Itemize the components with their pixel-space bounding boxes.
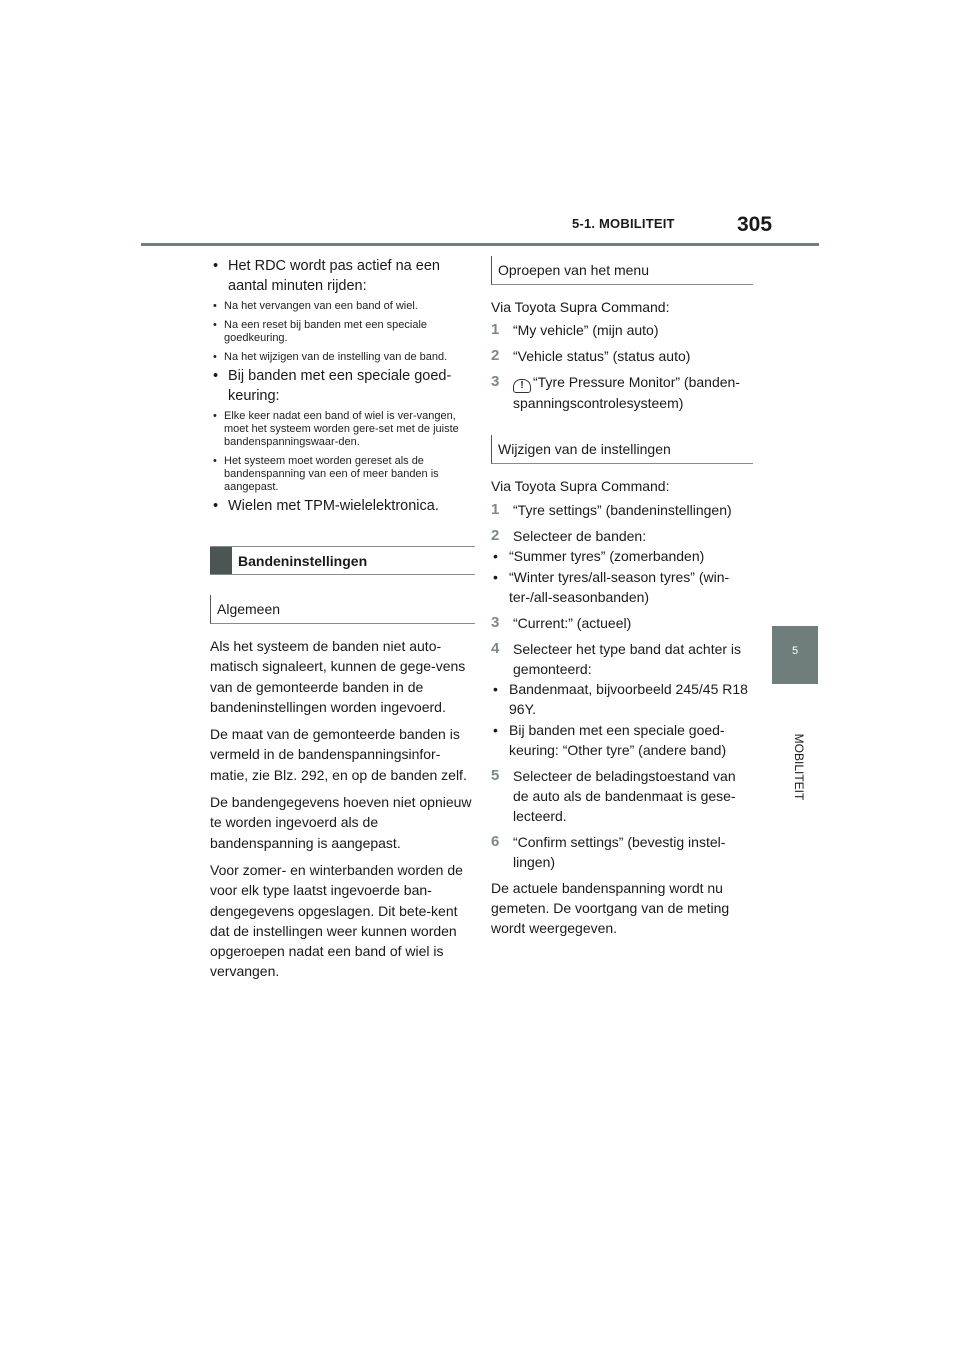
sub-bullet: • Na een reset bij banden met een speciale goedkeuring. (210, 319, 475, 345)
option-bullet: • Bij banden met een speciale goed-keuring: “Other tyre” (andere band) (491, 720, 753, 760)
section-heading: Bandeninstellingen (238, 552, 368, 569)
option-bullet: • Bandenmaat, bijvoorbeeld 245/45 R18 96Y. (491, 679, 753, 719)
sub-bullet: • Elke keer nadat een band of wiel is ver-vangen, moet het systeem worden gere-set met de juiste bandenspanningswaar-den. (210, 410, 475, 449)
header-rule (141, 243, 819, 246)
step-text: “Tyre settings” (bandeninstellingen) (513, 501, 732, 518)
step-number: 2 (491, 526, 500, 544)
step-number: 6 (491, 832, 500, 850)
subheading-box: Oproepen van het menu (491, 256, 753, 285)
step-text: Selecteer de banden: (513, 527, 647, 544)
step-number: 3 (491, 373, 500, 391)
intro-text: Via Toyota Supra Command: (491, 478, 670, 495)
step-text: “Tyre Pressure Monitor” (banden-spanningscontrolesysteem) (513, 374, 740, 412)
paragraph: De bandengegevens hoeven niet opnieuw te worden ingevoerd als de bandenspanning is aangepast. (210, 794, 472, 851)
step-text: Selecteer het type band dat achter is gemonteerd: (513, 640, 742, 677)
paragraph: Als het systeem de banden niet auto-matisch signaleert, kunnen de gege-vens van de gemonteerde banden in de bandeninstellingen worden ingevoerd. (210, 638, 466, 715)
step-text: “My vehicle” (mijn auto) (513, 322, 659, 339)
step (491, 500, 753, 520)
sub-bullet: • Na het wijzigen van de instelling van de band. (210, 351, 475, 364)
bullet-tpm-wheels: • Wielen met TPM-wielelektronica. (210, 496, 475, 516)
option-bullet: • “Summer tyres” (zomerbanden) (491, 546, 753, 566)
sub-bullet: • Het systeem moet worden gereset als de bandenspanning van een of meer banden is aangepast. (210, 455, 475, 494)
subheading-box: Algemeen (210, 595, 475, 624)
subheading-box: Wijzigen van de instellingen (491, 435, 753, 464)
step-text: “Confirm settings” (bevestig instel-lingen) (513, 833, 726, 870)
heading-marker (210, 547, 232, 574)
bullet-rdc-active: • Het RDC wordt pas actief na een aantal minuten rijden: (210, 256, 475, 296)
step-text: “Vehicle status” (status auto) (513, 348, 691, 365)
step-number: 4 (491, 639, 500, 657)
step (491, 320, 753, 340)
step-number: 2 (491, 347, 500, 365)
page-number: 305 (737, 213, 773, 236)
chapter-tab: 5 (772, 626, 818, 684)
paragraph: Voor zomer- en winterbanden worden de voor elk type laatst ingevoerde ban-dengegevens opgeslagen. Dit bete-kent dat de instellingen weer kunnen worden opgeroepen nadat een band of wiel is vervangen. (210, 861, 463, 980)
step-text: “Current:” (actueel) (513, 614, 632, 631)
intro-text: Via Toyota Supra Command: (491, 299, 670, 315)
step (491, 639, 753, 679)
section-heading-box (210, 546, 475, 575)
bullet-special-tyres: • Bij banden met een speciale goed-keuring: (210, 366, 475, 406)
chapter-side-label: MOBILITEIT (792, 733, 806, 801)
step (491, 613, 753, 633)
closing-paragraph: De actuele bandenspanning wordt nu gemeten. De voortgang van de meting wordt weergegeven. (491, 879, 730, 937)
step (491, 766, 753, 826)
step-text: Selecteer de beladingstoestand van de auto als de bandenmaat is gese-lecteerd. (513, 767, 736, 824)
step (491, 346, 753, 366)
option-bullet: • “Winter tyres/all-season tyres” (win-ter-/all-seasonbanden) (491, 567, 753, 607)
section-title: 5-1. MOBILITEIT (572, 216, 675, 231)
right-column (491, 256, 753, 945)
step-number: 1 (491, 500, 500, 518)
paragraph: De maat van de gemonteerde banden is vermeld in de bandenspanningsinfor-matie, zie Blz. 292, en op de banden zelf. (210, 726, 467, 783)
sub-bullet: • Na het vervangen van een band of wiel. (210, 300, 475, 313)
step (491, 832, 753, 872)
step (491, 372, 753, 413)
step (491, 526, 753, 546)
step-number: 5 (491, 766, 500, 784)
tyre-warning-icon: ! (513, 379, 531, 393)
step-number: 1 (491, 321, 500, 339)
step-number: 3 (491, 613, 500, 631)
left-column (210, 256, 475, 989)
